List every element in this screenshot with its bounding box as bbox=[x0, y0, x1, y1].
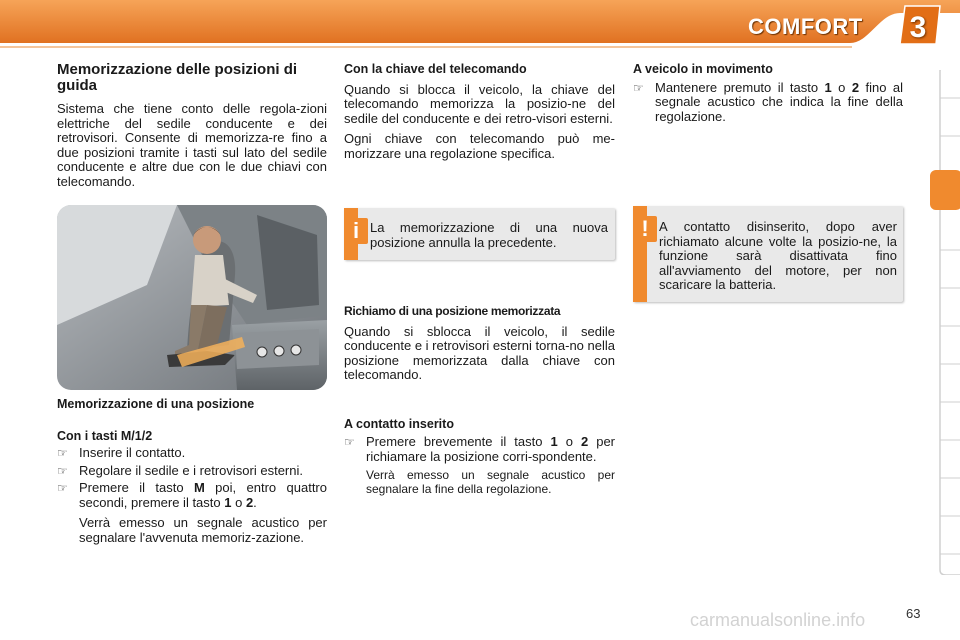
section-heading: Memorizzazione delle posizioni di guida bbox=[57, 61, 298, 94]
car-seat-photo bbox=[57, 205, 327, 390]
bullet-hand-icon: ☞ bbox=[57, 446, 68, 460]
info-icon: i bbox=[344, 218, 368, 244]
list-item: ☞ Mantenere premuto il tasto 1 o 2 fino al segnale acustico che indica la fine della regolazione. bbox=[633, 79, 903, 124]
list-item: ☞ Inserire il contatto. bbox=[57, 445, 186, 460]
recall-paragraph: Quando si sblocca il veicolo, il sedile conducente e i retrovisori esterni torna-no nella posizione memorizzata dalla chiave con telecomando. bbox=[344, 323, 615, 382]
info-note bbox=[344, 208, 615, 260]
column-middle-lower bbox=[344, 304, 615, 496]
list-item: ☞ Premere brevemente il tasto 1 o 2 per richiamare la posizione corri-spondente. bbox=[344, 434, 615, 464]
confirmation-paragraph: Verrà emesso un segnale acustico per segnalare l'avvenuta memoriz-zazione. bbox=[79, 515, 327, 545]
memorize-heading: Memorizzazione di una posizione bbox=[57, 397, 255, 411]
intro-paragraph: Sistema che tiene conto delle regola-zioni elettriche del sedile conducente e dei retrovisori. Consente di memorizza-re fino a due posizioni tramite i tasti sul lato del sedile conducente e altre due con le due chiavi con telecomando. bbox=[57, 101, 327, 189]
info-note-text: La memorizzazione di una nuova posizione annulla la precedente. bbox=[370, 220, 608, 250]
column-middle bbox=[344, 62, 615, 161]
list-item: ☞ Premere il tasto M poi, entro quattro secondi, premere il tasto 1 o 2. bbox=[57, 480, 327, 510]
ignition-note: Verrà emesso un segnale acustico per segnalare la fine della regolazione. bbox=[366, 468, 615, 496]
bullet-hand-icon: ☞ bbox=[344, 435, 355, 449]
warning-note-text: A contatto disinserito, dopo aver richiamato alcune volte la posizio-ne, la funzione sarà disattivata fino all'avviamento del motore, per non scaricare la batteria. bbox=[659, 219, 897, 292]
warning-icon: ! bbox=[633, 216, 657, 242]
chapter-number: 3 bbox=[909, 11, 927, 44]
watermark: carmanualsonline.info bbox=[690, 610, 866, 630]
page-number: 63 bbox=[906, 606, 921, 621]
bullet-hand-icon: ☞ bbox=[57, 463, 68, 478]
buttons-subheading: Con i tasti M/1/2 bbox=[57, 428, 153, 443]
page-header bbox=[0, 0, 960, 48]
column-left-lower bbox=[57, 397, 327, 545]
warning-note bbox=[633, 206, 903, 302]
column-left bbox=[57, 62, 327, 189]
bullet-hand-icon: ☞ bbox=[57, 481, 68, 495]
chapter-tabs[interactable] bbox=[926, 70, 960, 575]
recall-heading: Richiamo di una posizione memorizzata bbox=[344, 304, 561, 318]
column-right bbox=[633, 62, 903, 124]
ignition-heading: A contatto inserito bbox=[344, 416, 454, 431]
bullet-hand-icon: ☞ bbox=[633, 80, 644, 95]
remote-key-heading: Con la chiave del telecomando bbox=[344, 62, 527, 76]
remote-key-paragraph: Quando si blocca il veicolo, la chiave del telecomando memorizza la posizio-ne del sedile del conducente e dei retro-visori esterni. bbox=[344, 81, 615, 126]
chapter-title: COMFORT bbox=[748, 14, 863, 39]
remote-key-paragraph-2: Ogni chiave con telecomando può me-morizzare una regolazione specifica. bbox=[344, 131, 615, 161]
moving-vehicle-heading: A veicolo in movimento bbox=[633, 62, 773, 76]
list-item: ☞ Regolare il sedile e i retrovisori esterni. bbox=[57, 462, 303, 478]
